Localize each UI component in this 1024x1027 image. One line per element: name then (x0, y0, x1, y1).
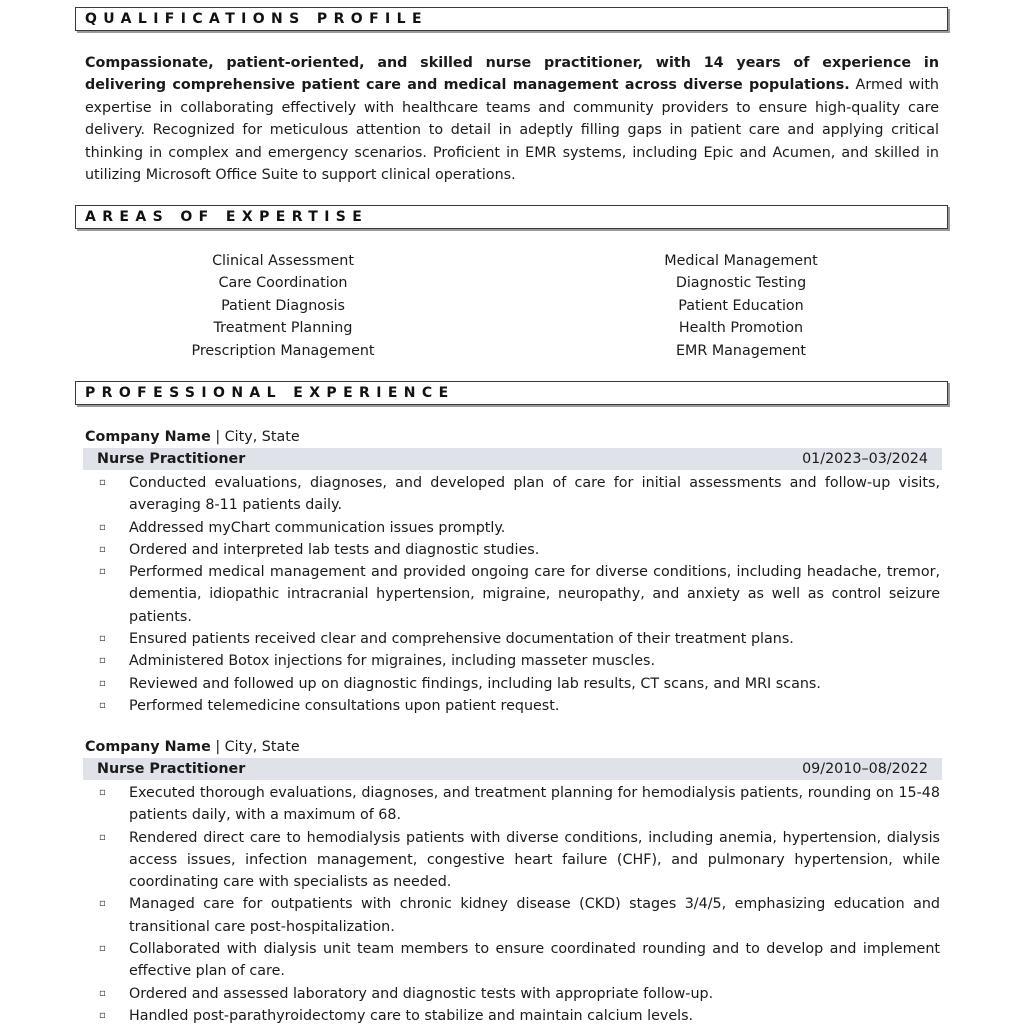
list-item (85, 539, 940, 561)
job-dates: 01/2023–03/2024 (802, 451, 928, 467)
company-line (85, 426, 942, 448)
list-item (85, 938, 940, 983)
square-bullet-icon: ▫ (99, 566, 106, 578)
bullet-text: Administered Botox injections for migraines, including masseter muscles. (129, 653, 655, 670)
square-bullet-icon: ▫ (99, 677, 106, 689)
square-bullet-icon: ▫ (99, 831, 106, 843)
list-item (85, 673, 940, 695)
bullet-text: Addressed myChart communication issues promptly. (129, 519, 506, 536)
list-item (85, 893, 940, 938)
list-item (85, 650, 940, 672)
bullet-text: Ordered and interpreted lab tests and diagnostic studies. (129, 541, 540, 558)
job-title: Nurse Practitioner (97, 761, 246, 777)
square-bullet-icon: ▫ (99, 521, 106, 533)
square-bullet-icon: ▫ (99, 543, 106, 555)
expertise-item: Patient Diagnosis (221, 297, 345, 314)
list-item (85, 561, 940, 628)
job-entry (85, 426, 942, 717)
job-bullets (85, 782, 940, 1027)
list-item (85, 628, 940, 650)
list-item (85, 472, 940, 517)
square-bullet-icon: ▫ (99, 1009, 106, 1021)
bullet-text: Reviewed and followed up on diagnostic findings, including lab results, CT scans, and MRI scans. (129, 675, 821, 692)
square-bullet-icon: ▫ (99, 787, 106, 798)
expertise-item: Medical Management (664, 253, 818, 269)
square-bullet-icon: ▫ (99, 655, 106, 667)
list-item (85, 782, 940, 827)
section-title: PROFESSIONAL EXPERIENCE (85, 385, 455, 401)
expertise-item: Clinical Assessment (212, 253, 354, 269)
job-bullets (85, 472, 940, 717)
company-location: | City, State (210, 429, 300, 445)
square-bullet-icon: ▫ (99, 898, 106, 910)
bullet-text: Ordered and assessed laboratory and diagnostic tests with appropriate follow-up. (129, 985, 714, 1002)
expertise-item: Health Promotion (678, 320, 804, 337)
expertise-item: Care Coordination (218, 275, 348, 292)
expertise-item: Treatment Planning (213, 320, 353, 337)
bullet-text: Ensured patients received clear and comprehensive documentation of their treatment plans. (129, 631, 794, 648)
section-title: AREAS OF EXPERTISE (85, 209, 369, 225)
bullet-text: Executed thorough evaluations, diagnoses, and treatment planning for hemodialysis patients, rounding on 15-48 patients daily, with a maximum of 68. (129, 785, 940, 824)
company-name: Company Name (85, 429, 211, 445)
company-name: Company Name (85, 739, 211, 755)
summary-bold: Compassionate, patient-oriented, and skilled nurse practitioner, with 14 years of experience in delivering comprehensive patient care and medical management across diverse populations. (85, 55, 939, 94)
qualifications-summary (85, 52, 939, 186)
company-line (85, 736, 942, 758)
expertise-item: Prescription Management (191, 342, 375, 359)
expertise-item: EMR Management (675, 342, 807, 359)
section-header-experience (75, 381, 948, 405)
job-title: Nurse Practitioner (97, 451, 246, 467)
square-bullet-icon: ▫ (99, 943, 106, 955)
bullet-text: Performed medical management and provided ongoing care for diverse conditions, including headache, tremor, dementia, idiopathic intracranial hypertension, migraine, neuropathy, and anxiety as well as control seizure patients. (129, 564, 940, 625)
list-item (85, 827, 940, 894)
job-title-bar (83, 448, 942, 470)
expertise-item: Diagnostic Testing (675, 275, 807, 292)
expertise-left-column (118, 250, 448, 362)
expertise-right-column (576, 250, 906, 362)
bullet-text: Handled post-parathyroidectomy care to stabilize and maintain calcium levels. (129, 1007, 694, 1024)
square-bullet-icon: ▫ (99, 699, 106, 711)
square-bullet-icon: ▫ (99, 987, 106, 999)
square-bullet-icon: ▫ (99, 477, 106, 488)
list-item (85, 517, 940, 539)
section-title: QUALIFICATIONS PROFILE (85, 11, 428, 27)
bullet-text: Performed telemedicine consultations upon patient request. (129, 697, 560, 714)
bullet-text: Rendered direct care to hemodialysis patients with diverse conditions, including anemia, hypertension, dialysis access issues, infection management, congestive heart failure (CHF), and pulmonary hypertension, while coordinating care with specialists as needed. (129, 829, 940, 891)
company-location: | City, State (210, 739, 300, 755)
job-title-bar (83, 758, 942, 780)
list-item (85, 695, 940, 717)
bullet-text: Managed care for outpatients with chronic kidney disease (CKD) stages 3/4/5, emphasizing education and transitional care post-hospitalization. (129, 896, 940, 935)
expertise-item: Patient Education (678, 297, 804, 314)
square-bullet-icon: ▫ (99, 633, 106, 645)
bullet-text: Conducted evaluations, diagnoses, and developed plan of care for initial assessments and follow-up visits, averaging 8-11 patients daily. (129, 475, 940, 514)
summary-text: Armed with expertise in collaborating effectively with healthcare teams and community providers to ensure high-quality care delivery. Recognized for meticulous attention to detail in adeptly filling gaps in patient care and applying critical thinking in complex and emergency scenarios. Proficient in EMR systems, including Epic and Acumen, and skilled in utilizing Microsoft Office Suite to support clinical operations. (85, 77, 939, 184)
job-dates: 09/2010–08/2022 (802, 761, 928, 777)
section-header-expertise (75, 205, 948, 229)
list-item (85, 983, 940, 1005)
section-header-qualifications (75, 7, 948, 31)
job-entry (85, 736, 942, 1027)
bullet-text: Collaborated with dialysis unit team members to ensure coordinated rounding and to develop and implement effective plan of care. (129, 941, 940, 980)
